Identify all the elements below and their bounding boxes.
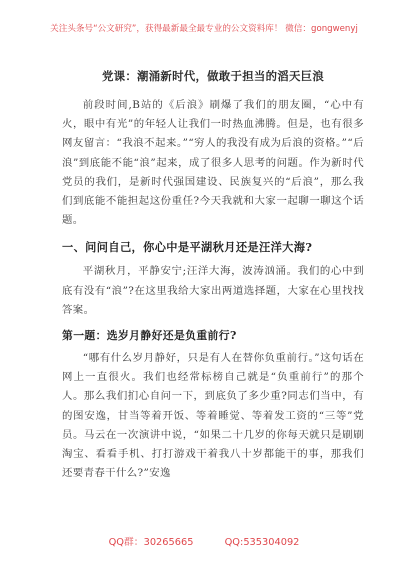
document-title: 党课：潮涌新时代，做敢于担当的滔天巨浪 <box>101 69 325 83</box>
paragraph-section-1: 平湖秋月，平静安宁;汪洋大海，波涛汹涌。我们的心中到底有没有“浪”?在这里我给大家出两道选择题，大家在心里找找答案。 <box>62 265 364 316</box>
footer-contact <box>0 534 408 548</box>
paragraph-intro: 前段时间,B站的《后浪》刷爆了我们的朋友圈，“心中有火，眼中有光”的年轻人让我们一时热血沸腾。但是，也有很多网友留言：“我浪不起来。”“穷人的我没有成为后浪的资格。”“后浪”到底能不能“浪”起来，成了很多人思考的问题。作为新时代党员的我们，是新时代强国建设、民族复兴的“后浪”，那么我们到底能不能担起这份重任?今天我就和大家一起聊一聊这个话题。 <box>62 99 364 227</box>
document-body <box>62 54 364 483</box>
footer-qq-number: QQ:535304092 <box>224 537 300 548</box>
question-heading-1: 第一题：选岁月静好还是负重前行? <box>62 329 237 343</box>
header-banner: 关注头条号“公文研究”，获得最新最全最专业的公文资料库！ 微信：gongwenyj <box>50 24 358 34</box>
paragraph-question-1: “哪有什么岁月静好，只是有人在替你负重前行。”这句话在网上一直很火。我们也经常标榜自己就是“负重前行”的那个人。那么我们扪心自问一下，到底负了多少重?同志们当中，有的图安逸，甘当等着开饭、等着睡觉、等着发工资的“三等”党员。马云在一次演讲中说，“如果二十几岁的你每天就只是刷刷淘宝、看看手机、打打游戏干着我八十岁都能干的事，那我们还要青春干什么?”安逸 <box>62 352 364 480</box>
footer-qq-group: QQ群：30265665 <box>108 537 194 548</box>
section-heading-1: 一、问问自己，你心中是平湖秋月还是汪洋大海? <box>62 240 313 255</box>
